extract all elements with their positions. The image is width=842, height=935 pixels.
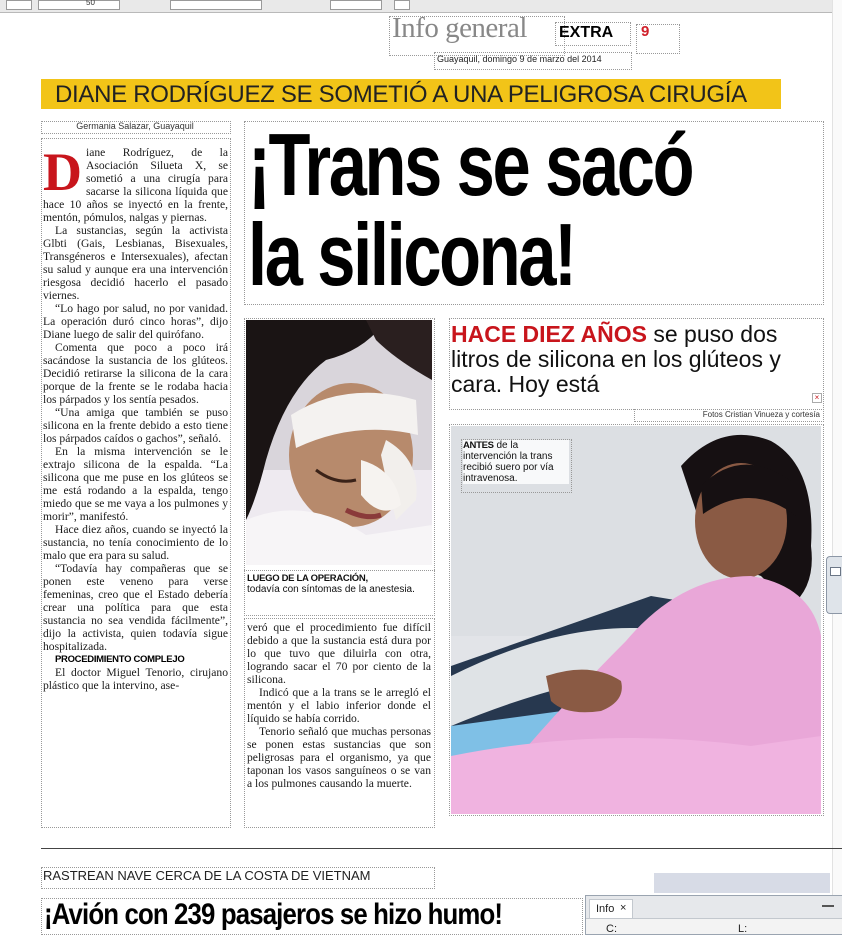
info-tab[interactable] (589, 899, 633, 918)
headline-line-2: la silicona! (248, 205, 575, 304)
broken-image-icon: × (812, 393, 822, 403)
paragraph: iane Rodríguez, de la Asociación Silueta X, se sometió a una cirugía para sacarse la silicona líquida que hace 10 años se inyectó en la frente, mentón, pómulos, nalgas y piernas. (43, 146, 228, 224)
drop-cap: D (43, 142, 82, 202)
dateline: Guayaquil, domingo 9 de marzo del 2014 (437, 54, 602, 64)
paragraph: Hace diez años, cuando se inyectó la sustancia, no tenía conocimiento de lo malo que era para su salud. (43, 523, 228, 562)
caption-2 (463, 440, 569, 484)
paragraph: Indicó que a la trans se le arregló el mentón y el labio inferior donde el líquido se había corrido. (247, 686, 431, 725)
caption-1-text: todavía con síntomas de la anestesia. (247, 584, 415, 595)
kicker-text: DIANE RODRÍGUEZ SE SOMETIÓ A UNA PELIGROSA CIRUGÍA (55, 81, 747, 108)
story-2-headline: ¡Avión con 239 pasajeros se hizo humo! (44, 898, 503, 931)
story-2-photo (654, 873, 830, 893)
info-panel (585, 895, 842, 935)
panel-icon (830, 567, 841, 576)
deck-lead: HACE DIEZ AÑOS (451, 321, 647, 347)
caption-2-lead: ANTES (463, 440, 494, 451)
caption-2-text: de la intervención la trans recibió suero por vía intravenosa. (463, 440, 554, 484)
paragraph: La sustancias, según la activista Glbti (Gais, Lesbianas, Bisexuales, Transgéneros e Intersexuales), afectan su salud y aunque era una intervención riesgosa decidió hacerlo el pasado viernes. (43, 224, 228, 302)
patient-after-surgery-photo (246, 320, 432, 565)
section-divider (41, 848, 842, 849)
edition-label: EXTRA (559, 24, 614, 41)
paragraph: Comenta que poco a poco irá sacándose la sustancia de los glúteos. Decidió retirarse la silicona de la cara porque de la frente se le rodaba hacia los párpados y los sentía pesados. (43, 341, 228, 406)
byline: Germania Salazar, Guayaquil (76, 121, 194, 131)
panel-collapse-handle[interactable] (826, 556, 842, 614)
paragraph: “Una amiga que también se puso silicona en la frente debido a esto tiene los párpados caídos o gachos”, señaló. (43, 406, 228, 445)
deck-text: se puso dos litros de silicona en los glúteos y cara. Hoy está (451, 321, 781, 397)
column-1 (43, 142, 228, 692)
story-2-kicker: RASTREAN NAVE CERCA DE LA COSTA DE VIETNAM (43, 868, 371, 883)
paragraph: En la misma intervención se le extrajo silicona de la espalda. “La silicona que me puse en los glúteos se me está rodando a la espalda, tengo miedo que se me vaya a los pulmones y morir”, manifestó. (43, 445, 228, 523)
info-row-l: L: (738, 923, 748, 935)
section-title: Info general (392, 12, 527, 44)
subheading: PROCEDIMIENTO COMPLEJO (55, 654, 185, 665)
story-kicker (41, 79, 781, 109)
panel-menu-icon[interactable] (822, 905, 834, 907)
toolbar-button[interactable] (394, 0, 410, 10)
photo-credit: Fotos Cristian Vinueza y cortesía (702, 410, 820, 419)
caption-1-lead: LUEGO DE LA OPERACIÓN, (247, 573, 368, 584)
page-edge (832, 0, 842, 933)
info-tab-label: Info (596, 903, 615, 915)
paragraph: El doctor Miguel Tenorio, cirujano plástico que la intervino, ase- (43, 666, 228, 692)
info-row-c: C: (606, 923, 617, 935)
column-2 (247, 621, 431, 790)
caption-1 (247, 573, 431, 595)
close-icon[interactable]: × (620, 902, 627, 914)
toolbar-field[interactable] (170, 0, 262, 10)
paragraph: Tenorio señaló que muchas personas se ponen estas sustancias que son peligrosas para el organismo, ya que taponan los vasos sanguíneos o se van a los pulmones causando la muerte. (247, 725, 431, 790)
paragraph: “Todavía hay compañeras que se ponen este veneno para verse femeninas, creo que el Estado debería crear una política para que esta sustancia no sea vendida fácilmente”, dijo la activista, quien todavía sigue hospitalizada. (43, 562, 228, 653)
page-number-field[interactable] (38, 0, 120, 10)
paragraph: “Lo hago por salud, no por vanidad. La operación duró cinco horas”, dijo Diane luego de salir del quirófano. (43, 302, 228, 341)
paragraph: veró que el procedimiento fue difícil debido a que la sustancia está dura por lo que tuvo que diluirla con otra, logrando sacar el 70 por ciento de la silicona. (247, 621, 431, 686)
page-number-value: 50 (86, 0, 95, 7)
page-number: 9 (641, 23, 650, 40)
headline-line-1: ¡Trans se sacó (248, 115, 693, 214)
deck (451, 322, 819, 397)
zoom-field[interactable] (330, 0, 382, 10)
toolbar-control[interactable] (6, 0, 32, 10)
